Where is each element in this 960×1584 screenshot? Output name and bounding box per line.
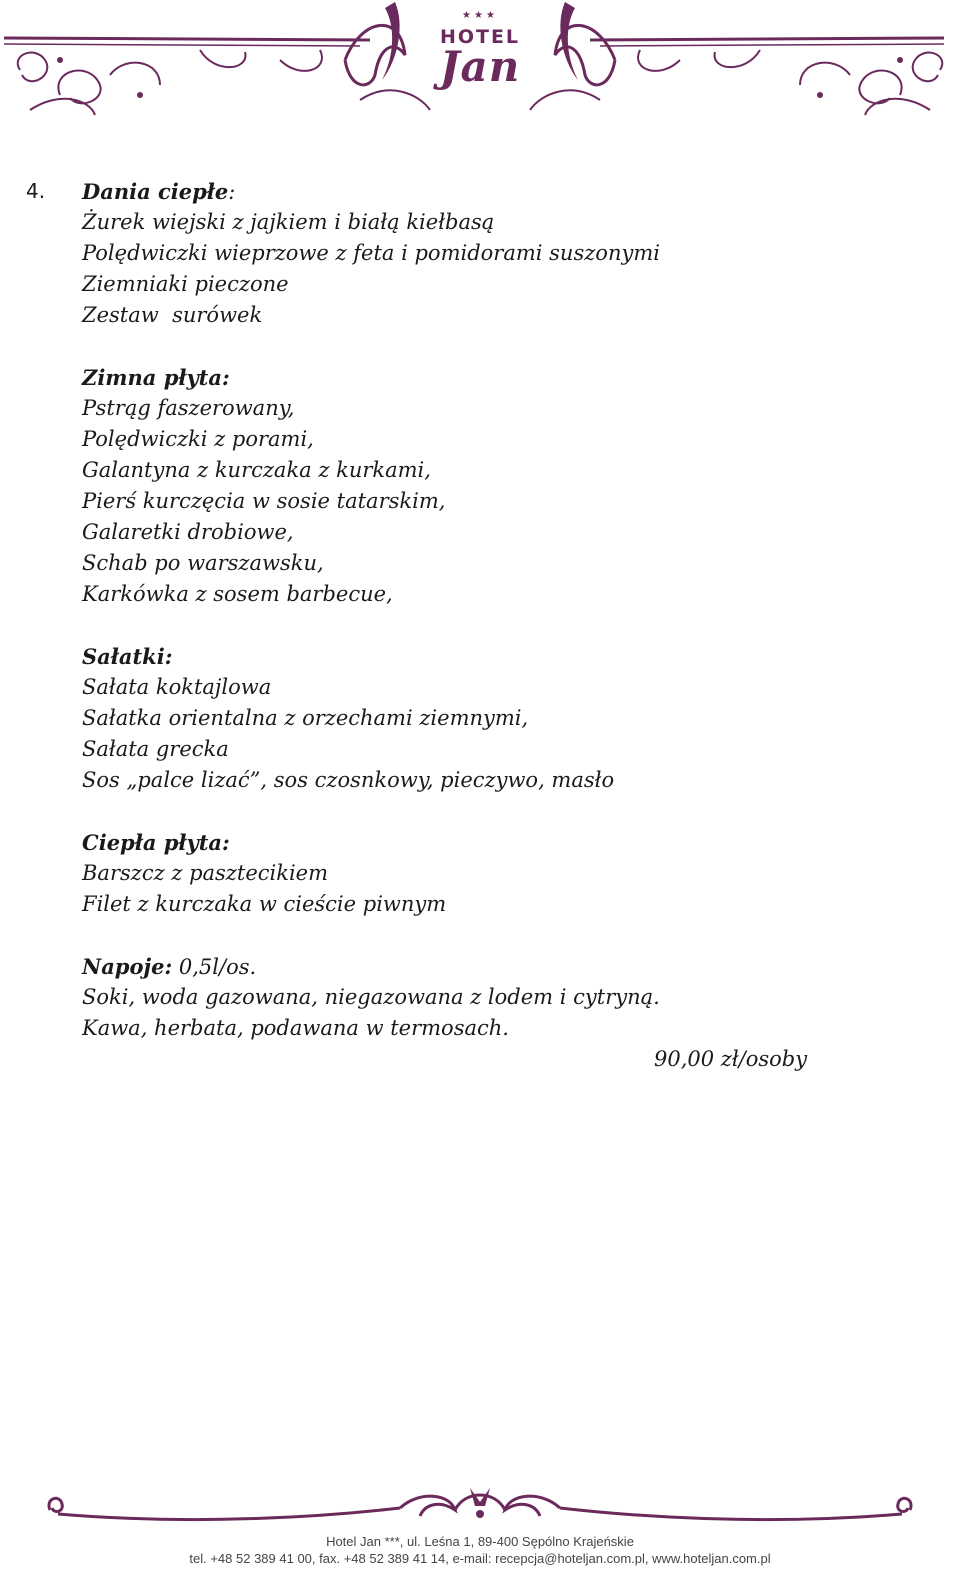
section-heading-dania: Dania ciepłe:: [82, 179, 236, 204]
section-heading-napoje: Napoje: 0,5l/os.: [82, 954, 257, 979]
footer-address: Hotel Jan ***, ul. Leśna 1, 89-400 Sępólno Krajeńskie: [326, 1534, 634, 1549]
section-heading-zimna: Zimna płyta:: [82, 365, 230, 390]
hotel-stars: ★★★: [462, 10, 498, 21]
footer-ornament-icon: [0, 1480, 960, 1532]
list-item: Schab po warszawsku,: [82, 551, 324, 575]
list-item: Polędwiczki z porami,: [82, 427, 314, 451]
list-item: Żurek wiejski z jajkiem i białą kiełbasą: [82, 210, 495, 234]
menu-item-number: 4.: [26, 179, 46, 203]
list-item: Karkówka z sosem barbecue,: [82, 582, 393, 606]
list-item: Pstrąg faszerowany,: [82, 396, 295, 420]
list-item: Ziemniaki pieczone: [82, 272, 289, 296]
list-item: Pierś kurczęcia w sosie tatarskim,: [82, 489, 446, 513]
list-item: Sałata grecka: [82, 737, 229, 761]
list-item: Filet z kurczaka w cieście piwnym: [82, 892, 447, 916]
page-header: [0, 0, 960, 130]
section-heading-salatki: Sałatki:: [82, 644, 173, 669]
list-item: Barszcz z pasztecikiem: [82, 861, 329, 885]
footer-contact: tel. +48 52 389 41 00, fax. +48 52 389 41 14, e-mail: recepcja@hoteljan.com.pl, www.hoteljan.com.pl: [189, 1551, 771, 1566]
list-item: Zestaw surówek: [82, 303, 263, 327]
hotel-logo-name: Jan: [439, 42, 521, 91]
list-item: Sałatka orientalna z orzechami ziemnymi,: [82, 706, 529, 730]
hotel-logo-text: HOTEL: [439, 26, 521, 48]
list-item: Sos „palce lizać”, sos czosnkowy, pieczywo, masło: [82, 768, 615, 792]
section-heading-ciepla: Ciepła płyta:: [82, 830, 230, 855]
list-item: Galantyna z kurczaka z kurkami,: [82, 458, 431, 482]
list-item: Kawa, herbata, podawana w termosach.: [82, 1016, 509, 1040]
list-item: Polędwiczki wieprzowe z feta i pomidorami suszonymi: [82, 241, 660, 265]
list-item: Sałata koktajlowa: [82, 675, 272, 699]
list-item: Soki, woda gazowana, niegazowana z lodem i cytryną.: [82, 985, 660, 1009]
list-item: Galaretki drobiowe,: [82, 520, 294, 544]
menu-price: 90,00 zł/osoby: [654, 1047, 808, 1071]
page-footer: [0, 1480, 960, 1584]
menu-column: [82, 176, 922, 1075]
